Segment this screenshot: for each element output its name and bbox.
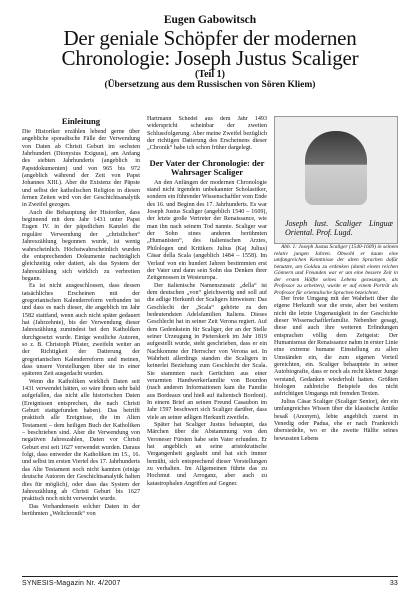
journal-name: SYNESIS-Magazin Nr. 4/2007 <box>22 580 121 587</box>
paragraph: Später hat Scaliger Justus behauptet, das Märchen über die Abstammung von den Veroneser Fürsten habe sein Vater erfunden. Er hat angeblich an seine aristokratische Vergangenheit geglaubt und hat sich immer bemüht, sich entsprechend dieser Vorstellungen zu verhalten. Im Allgemeinen führte das zu Hochmut und Arroganz, aber auch zu katastrophalen Angriffen auf Gegner. <box>147 422 267 487</box>
paragraph: Auch die Behauptung der Historiker, dass beginnend mit dem Jahr 1431 unter Papst Eugen IV. in der päpstlichen Kanzlei die reguläre Verwendung der „christlichen“ Jahreszählung begonnen wurde, ist wenig wahrscheinlich. Höchstwahrscheinlich wurden die entsprechenden Dokumente nachträglich gleichzeitig oder datiert, als das System der Jahreszählung sich wirklich zu verbreiten begann. <box>22 209 140 282</box>
portrait-figure <box>305 131 367 205</box>
scaliger-portrait-image <box>274 116 398 244</box>
section-heading-vater: Der Vater der Chronologie: der Wahrsager Scaliger <box>149 157 265 177</box>
author-name: Eugen Gabowitsch <box>163 14 257 26</box>
section-heading-einleitung: Einleitung <box>61 116 101 126</box>
translation-note: (Übersetzung aus dem Russischen von Sören Kliem) <box>104 80 316 90</box>
column-left <box>22 116 140 564</box>
paragraph: Julius Cäsar Scaliger (Scaliger Senior), der ein umfangreiches Wissen über die klassische Antike besaß (Anonym), lebte angeblich zuerst in Venedig oder Padua, ehe er nach Frankreich übersiedelte, wo er die zweite Hälfte seines bewussten Lebens <box>274 398 398 442</box>
article-body <box>22 116 398 564</box>
paragraph: Hartmann Schedel aus dem Jahr 1493 widerspricht scheinbar der zweiten Schlussfolgerung. Aber meine Zweifel bezüglich der richtigen Datierung des Erscheinens dieser „Chronik“ habe ich schon früher dargelegt. <box>147 116 267 152</box>
paragraph: Der freie Umgang mit der Wahrheit über die eigene Herkunft war die erste, aber bei weitem nicht die letzte Ungenauigkeit in der Geschichte dieser Wissenschaftlerfamilie. Nebenher gesagt, diese und auch ihre weiteren Erfindungen entsprachen völlig dem Zeitgeist: Der Humanismus der Renaissance nahm in erster Linie eine extreme humane Einstellung zu allen Umständen ein, die zum eigenen Vorteil gereichten, ein. Scaliger behauptete in seiner Autobiografie, dass er noch als recht kleiner Junge verstand, Gedanken wiederholt hatten. Größten biologen zahlreiche Beispiele des nicht aufrichtigen Umgangs mit fremden Texten. <box>274 296 398 398</box>
article-title: Der geniale Schöpfer der modernen Chronologie: Joseph Justus Scaliger <box>61 26 359 70</box>
paragraph: Es ist nicht ausgeschlossen, dass dessen tatsächliches Erscheinen mit der gregorianischen Kalenderreform verbunden ist und dass es nach dieser, die angeblich im Jahr 1582 stattfand, wenn auch nicht später gedauert hat (Jahrzehnte), bis der Verwendung dieser Jahreszählung zumindest bei den Katholiken durchgesetzt wurde. Einige westliche Autoren, so z. B. Christoph Pfister, zweifeln weiter an der Richtigkeit der Datierung der gregorianischen Kalenderreform und meinen, dass unsere Vorstellungen über sie in einer späteren Zeit ausgedacht wurden. <box>22 283 140 378</box>
paragraph: An den Anfängen der modernen Chronologie stand nicht irgendein unbekannter Scholastiker, sondern ein führender Wissenschaftler vom Ende des 16. und Beginn des 17. Jahrhunderts. Es war Joseph Justus Scaliger (angeblich 1540 – 1609), der letzte große Vertreter der Renaissance, wie man ihn nach seinem Tod nannte. Scaliger war der Sohn eines anderen berühmten „Humanisten“, des italienischen Arztes, Philologen und Kritikers Julius (Kaj Julius) Cäsar della Scala (angeblich 1484 – 1558). Im Verlauf von ein hundert Jahren bestimmten erst der Vater und dann sein Sohn das Denken ihrer Zeitgenossen in Westeuropa. <box>147 179 267 282</box>
page-footer <box>22 576 398 587</box>
paragraph: Die Historiker erzählen lebend gerne über angebliche sporadische Fälle der Verwendung von Daten ab Christi Geburt im sechsten Jahrhundert (Dionysius Exiguus), am Anfang des siebten Jahrhunderts (angeblich in Papstdokumenten) und von 965 bis 972 (angeblich während der Zeit von Papst Johannes XIII.). Aber die Existenz der Päpste und selbst der katholischen Religion in diesen fernen Zeiten wird von der Geschichtsanalytik in Zweifel gezogen. <box>22 129 140 209</box>
part-label: (Teil 1) <box>195 69 225 80</box>
column-middle <box>147 116 267 564</box>
figure-caption: Abb. 1: Joseph Justus Scaliger (1540-1609) in seinem relativ jungen Jahren. Obwohl er kaum eine umfangreichen Kenntnisse der alten Sprachen dafür benutzte, um Goldau zu erdenken (damit einem reichen Gönnern und Freunden war er um eine bessere Zeit in der ersten Hälfte seines Lebens gezwungen, als Professor zu arbeiten), wurde er auf einem Porträt als Professor für orientalische Sprachen bezeichnet. <box>274 244 398 296</box>
column-right <box>274 116 398 564</box>
paragraph: Das Vorhandensein solcher Daten in der berühmten „Weltchronik“ von <box>22 503 140 517</box>
paragraph: Der italienische Namenszusatz „della“ ist dem deutschen „von“ gleichwertig und soll auf die adlige Herkunft der Scaligers hinweisen: Das Geschlecht der „Scala“ gehörte zu den bedeutendsten Adelsfamilien Italiens. Dieses Geschlecht hat in seiner Zeit Verona regiert. Auf dem Gedenkstein für Scaliger, der an der Stelle seiner Urzeugung in Pieterskerk im Jahr 1819 aufgestellt wurde, steht geschrieben, dass er ein Nachkomme der Herrscher von Verona sei. In Wahrheit allerdings standen die Scaligers in keinerlei Beziehung zum Geschlecht der Scala. Sie stammten nach Gerüchten aus einer verarmten Handwerkerfamilie von Bourdon (nach anderen Informationen kam die Familie aus Bordeaux und hieß auf italienisch Bordoni). In einem Brief an seinen Freund Casaubon im Jahr 1597 beschwert sich Scaliger darüber, dass viele an seiner adligen Herkunft zweifeln. <box>147 282 267 421</box>
page-number: 33 <box>389 580 398 587</box>
portrait-signature: Joseph Iust. Scaliger Linguæ Oriental. Prof. Lugd. <box>285 219 393 237</box>
paragraph: Wenn die Katholiken wirklich Daten seit 1431 verwendet hätten, so wäre ihnen sehr bald aufgefallen, das nicht alle historischen Daten (Ereignissen entsprechen, die nach Christi Geburt stattgefunden haben). Das betrifft praktisch alle Ereignisse, die im Alten Testament – dem heiligen Buch der Katholiken – beschrieben sind. Aber die Verwendung von negativen Jahreszahlen, Daten vor Christi Geburt erst seit 1627 verwendet wurden. Daraus folgt, dass entweder die Katholiken im 15., 16. und selbst im ersten Viertel des 17. Jahrhunderts das Alte Testament noch nicht kannten (einige deutsche Autoren der Geschichtsanalytik halten dies für möglich), oder dass das System der Jahreszählung ab Christi Geburt bis 1627 praktisch noch nicht verwendet wurde. <box>22 378 140 503</box>
